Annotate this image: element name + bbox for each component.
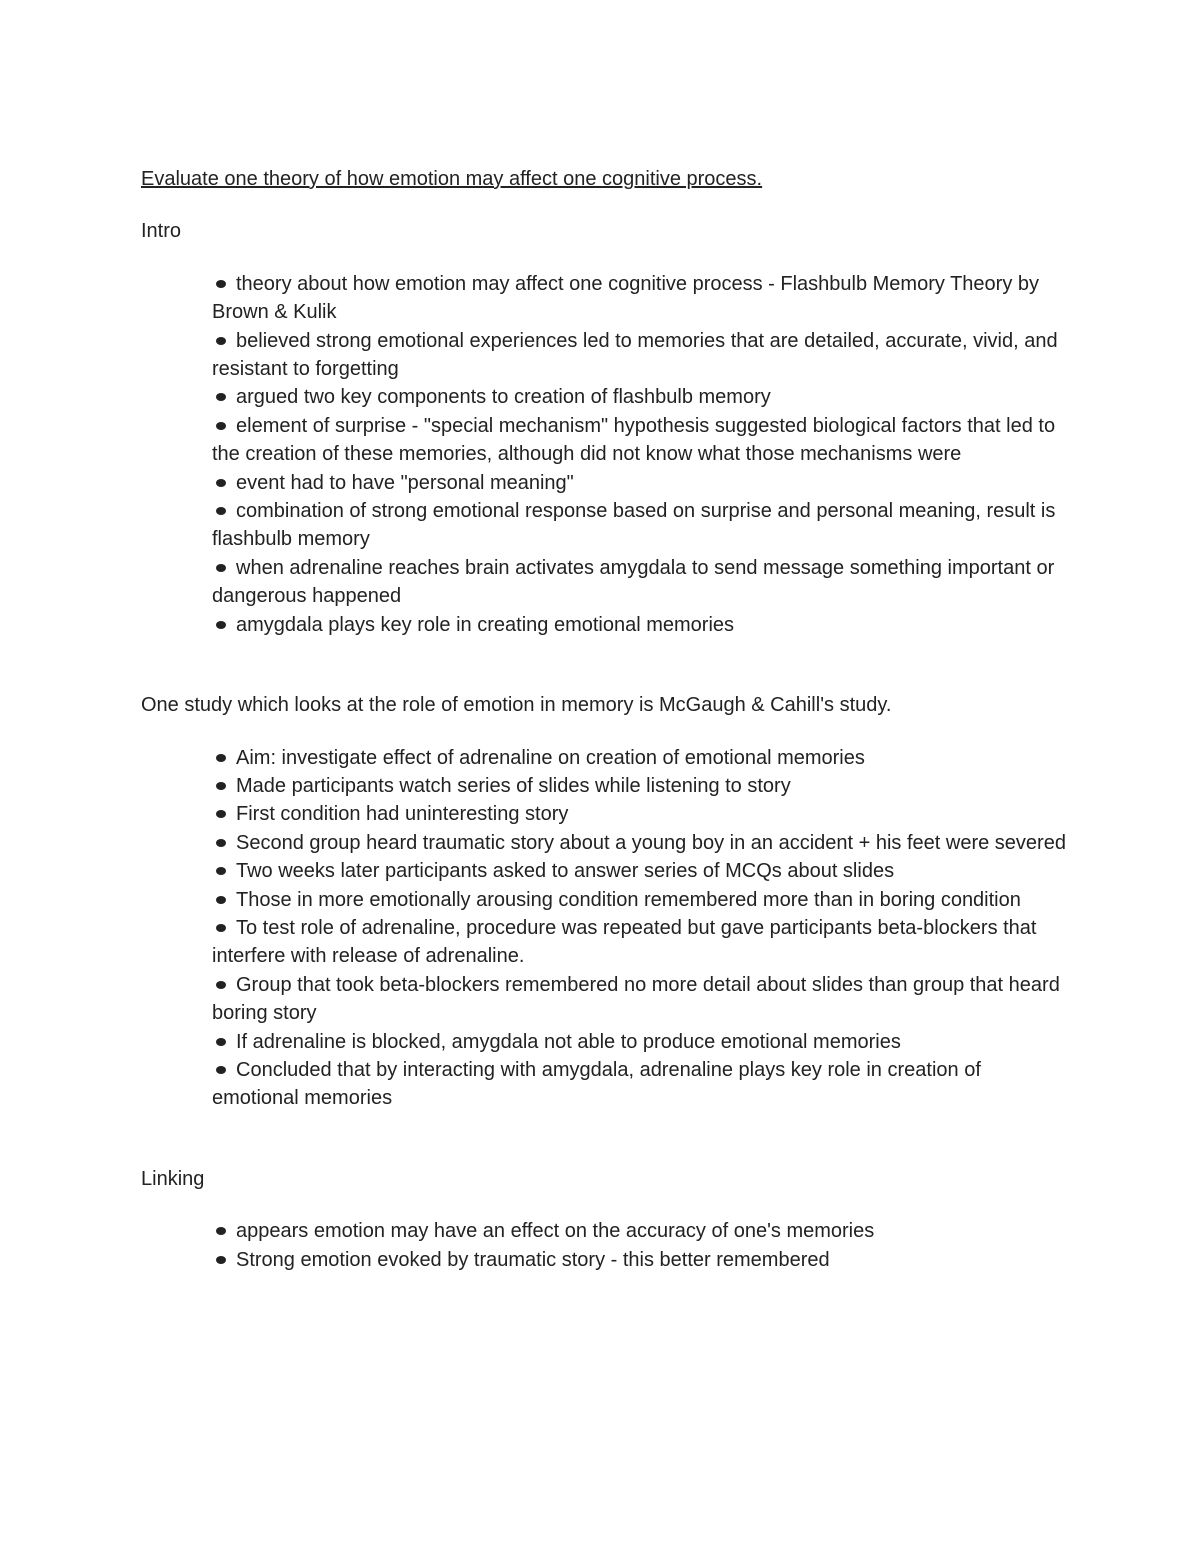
- list-item: theory about how emotion may affect one cognitive process - Flashbulb Memory Theory by Brown & Kulik: [212, 272, 1039, 324]
- list-item: Made participants watch series of slides while listening to story: [212, 772, 1071, 800]
- linking-bullet-list: [141, 1217, 1071, 1274]
- bullet-icon: [216, 754, 226, 762]
- bullet-icon: [216, 981, 226, 989]
- list-item: To test role of adrenaline, procedure was repeated but gave participants beta-blockers that: [212, 914, 1071, 942]
- list-item: believed strong emotional experiences led to memories that are detailed, accurate, vivid, and resistant to forgetting: [212, 329, 1058, 381]
- bullet-icon: [216, 280, 226, 288]
- list-item: Those in more emotionally arousing condition remembered more than in boring condition: [212, 886, 1071, 914]
- list-item: event had to have "personal meaning": [212, 469, 1071, 497]
- list-item: combination of strong emotional response based on surprise and personal meaning, result is flashbulb memory: [212, 500, 1056, 551]
- list-item: appears emotion may have an effect on the accuracy of one's memories: [212, 1217, 1071, 1245]
- section-heading-linking: Linking: [141, 1167, 205, 1190]
- list-item: element of surprise - "special mechanism" hypothesis suggested biological factors that led to the creation of these memories, although did not know what those mechanisms were: [212, 414, 1056, 466]
- bullet-icon: [216, 422, 226, 430]
- list-item: amygdala plays key role in creating emotional memories: [212, 611, 1071, 639]
- list-item: Second group heard traumatic story about a young boy in an accident + his feet were severed: [212, 829, 1071, 857]
- document-title: Evaluate one theory of how emotion may affect one cognitive process.: [141, 168, 763, 190]
- list-item: Strong emotion evoked by traumatic story - this better remembered: [212, 1246, 1071, 1274]
- bullet-icon: [216, 564, 226, 572]
- bullet-icon: [216, 924, 226, 932]
- section-heading-study: One study which looks at the role of emotion in memory is McGaugh & Cahill's study.: [141, 694, 892, 717]
- bullet-icon: [216, 1256, 226, 1264]
- list-item: Concluded that by interacting with amygdala, adrenaline plays key role in creation of emotional memories: [212, 1058, 981, 1110]
- bullet-icon: [216, 896, 226, 904]
- section-heading-intro: Intro: [141, 220, 182, 243]
- bullet-icon: [216, 621, 226, 629]
- bullet-icon: [216, 337, 226, 345]
- list-item: If adrenaline is blocked, amygdala not able to produce emotional memories: [212, 1028, 1071, 1056]
- intro-bullet-list: [141, 270, 1071, 639]
- list-item: when adrenaline reaches brain activates amygdala to send message something important or dangerous happened: [212, 556, 1055, 608]
- list-item: argued two key components to creation of flashbulb memory: [212, 383, 1071, 411]
- bullet-icon: [216, 839, 226, 847]
- list-item: Two weeks later participants asked to answer series of MCQs about slides: [212, 857, 1071, 885]
- bullet-icon: [216, 782, 226, 790]
- list-item: Aim: investigate effect of adrenaline on creation of emotional memories: [212, 744, 1071, 772]
- document-page: [141, 165, 1071, 1274]
- list-item: First condition had uninteresting story: [212, 800, 1071, 828]
- list-item: Group that took beta-blockers remembered no more detail about slides than group that heard boring story: [212, 973, 1060, 1025]
- bullet-icon: [216, 1038, 226, 1046]
- bullet-icon: [216, 1227, 226, 1235]
- study-bullet-list: [141, 744, 1071, 1113]
- spacer: [141, 639, 1071, 691]
- bullet-icon: [216, 810, 226, 818]
- bullet-icon: [216, 507, 226, 515]
- bullet-icon: [216, 867, 226, 875]
- list-item-continuation: interfere with release of adrenaline.: [212, 945, 525, 968]
- bullet-icon: [216, 1066, 226, 1074]
- bullet-icon: [216, 479, 226, 487]
- spacer: [141, 1113, 1071, 1165]
- bullet-icon: [216, 393, 226, 401]
